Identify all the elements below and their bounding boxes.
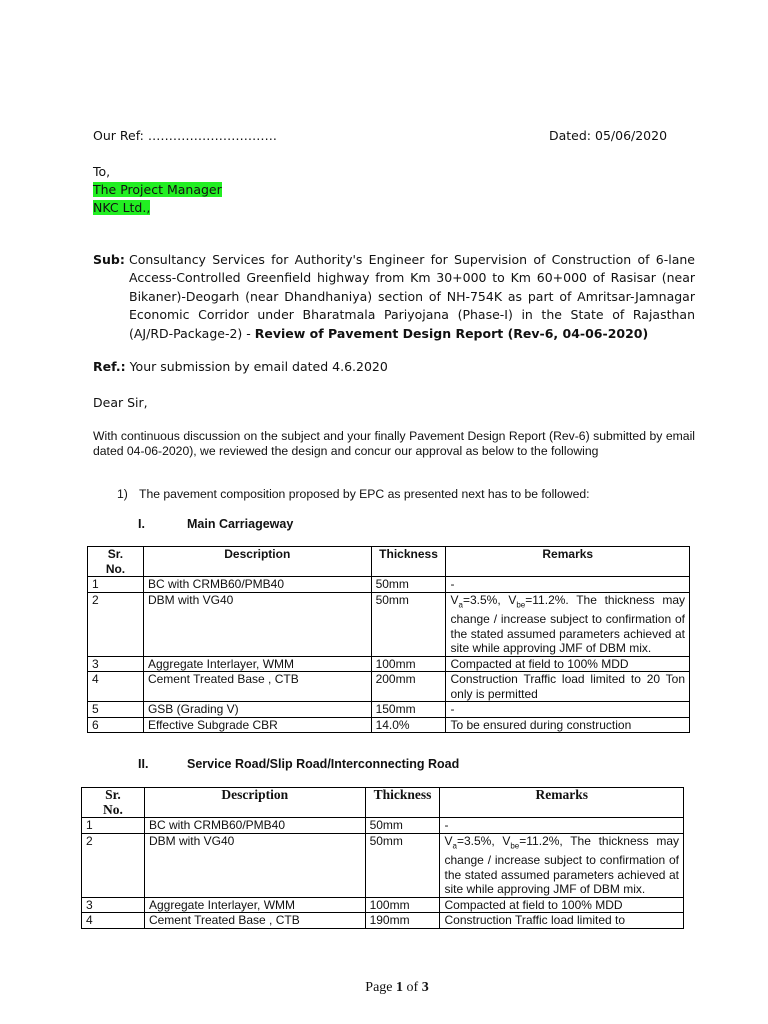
remark-dbm-text: =11.2%, The thickness may change / increase subject to confirmation of the stated assumed parameters achieved at site while approving JMF of DBM mix. (444, 833, 679, 897)
cell-thickness: 190mm (365, 913, 440, 929)
table-row (88, 592, 690, 656)
cell-thickness: 50mm (371, 577, 446, 593)
cell-sr: 3 (82, 897, 145, 913)
ref-text: Your submission by email dated 4.6.2020 (125, 359, 388, 374)
cell-description: Cement Treated Base , CTB (143, 672, 371, 702)
cell-remarks: Compacted at field to 100% MDD (446, 656, 690, 672)
addressee-block (93, 181, 222, 217)
vbe-subscript: be (516, 599, 526, 609)
cell-thickness: 150mm (371, 702, 446, 718)
addressee-company: NKC Ltd., (93, 200, 151, 215)
footer-of-label: of (403, 980, 422, 995)
va-value: =3.5%, (456, 833, 503, 848)
header-sr: Sr. No. (88, 547, 144, 577)
cell-description: BC with CRMB60/PMB40 (143, 577, 371, 593)
cell-thickness: 100mm (371, 656, 446, 672)
table-header-row (88, 547, 690, 577)
va-subscript: a (452, 840, 457, 850)
cell-description: DBM with VG40 (144, 833, 365, 897)
table-row (88, 656, 690, 672)
cell-sr: 1 (82, 818, 145, 834)
cell-sr: 2 (88, 592, 144, 656)
cell-remarks: - (440, 818, 684, 834)
vbe-symbol: V (502, 833, 511, 848)
table-row (82, 897, 684, 913)
cell-description: GSB (Grading V) (143, 702, 371, 718)
date: Dated: 05/06/2020 (549, 128, 668, 143)
header-remarks: Remarks (446, 547, 690, 577)
header-description: Description (144, 788, 365, 818)
cell-remarks: Compacted at field to 100% MDD (440, 897, 684, 913)
table-row (82, 833, 684, 897)
cell-description: Cement Treated Base , CTB (144, 913, 365, 929)
cell-remarks (446, 592, 690, 656)
vbe-symbol: V (508, 592, 517, 607)
cell-remarks: - (446, 577, 690, 593)
table-row (82, 818, 684, 834)
cell-sr: 2 (82, 833, 145, 897)
cell-remarks (440, 833, 684, 897)
cell-remarks: Construction Traffic load limited to (440, 913, 684, 929)
section-2-number: II. (138, 757, 149, 771)
table-row (82, 913, 684, 929)
cell-thickness: 100mm (365, 897, 440, 913)
our-ref: Our Ref: …………………………. (93, 128, 277, 143)
cell-sr: 1 (88, 577, 144, 593)
cell-remarks: - (446, 702, 690, 718)
cell-thickness: 200mm (371, 672, 446, 702)
cell-description: BC with CRMB60/PMB40 (144, 818, 365, 834)
cell-thickness: 14.0% (371, 717, 446, 733)
cell-sr: 6 (88, 717, 144, 733)
main-carriageway-table (87, 546, 690, 733)
footer-page-number: 1 (396, 980, 404, 995)
cell-thickness: 50mm (365, 818, 440, 834)
point-1-text: The pavement composition proposed by EPC as presented next has to be followed: (139, 487, 590, 501)
header-thickness: Thickness (365, 788, 440, 818)
ref-line (93, 358, 388, 376)
cell-thickness: 50mm (365, 833, 440, 897)
cell-sr: 5 (88, 702, 144, 718)
va-subscript: a (458, 599, 463, 609)
cell-sr: 4 (88, 672, 144, 702)
section-2-title: Service Road/Slip Road/Interconnecting Road (187, 757, 460, 771)
va-symbol: V (450, 592, 459, 607)
cell-description: DBM with VG40 (143, 592, 371, 656)
section-1-title: Main Carriageway (187, 517, 294, 531)
cell-sr: 3 (88, 656, 144, 672)
page-footer (0, 980, 768, 996)
footer-total-pages: 3 (421, 980, 429, 995)
footer-page-label: Page (365, 980, 397, 995)
point-1-number: 1) (117, 487, 128, 501)
cell-description: Effective Subgrade CBR (143, 717, 371, 733)
subject-body: Consultancy Services for Authority's Engineer for Supervision of Construction of 6-lane Access-Controlled Greenfield highway from Km 30+000 to Km 60+000 of Rasisar (near Bikaner)-Deogarh (near Dhandhaniya) section of NH-754K as part of Amritsar-Jamnagar Economic Corridor under Bharatmala Pariyojana (Phase-I) in the State of Rajasthan (AJ/RD-Package-2) - (129, 252, 695, 341)
table-header-row (82, 788, 684, 818)
va-value: =3.5%, (462, 592, 509, 607)
subject-bold: Review of Pavement Design Report (Rev-6, 04-06-2020) (254, 325, 649, 341)
header-description: Description (143, 547, 371, 577)
service-road-table (81, 787, 684, 929)
table-row (88, 717, 690, 733)
table-row (88, 702, 690, 718)
section-1-number: I. (138, 517, 145, 531)
va-symbol: V (444, 833, 453, 848)
body-paragraph: With continuous discussion on the subject and your finally Pavement Design Report (Rev-6) submitted by email dated 04-06-2020), we reviewed the design and concur our approval as below to the following (93, 429, 695, 458)
vbe-subscript: be (510, 840, 520, 850)
cell-remarks: Construction Traffic load limited to 20 Ton only is permitted (446, 672, 690, 702)
address-to: To, (93, 164, 111, 179)
salutation: Dear Sir, (93, 395, 148, 410)
cell-remarks: To be ensured during construction (446, 717, 690, 733)
table-row (88, 577, 690, 593)
table-row (88, 672, 690, 702)
cell-sr: 4 (82, 913, 145, 929)
header-remarks: Remarks (440, 788, 684, 818)
cell-thickness: 50mm (371, 592, 446, 656)
subject-text (129, 251, 695, 343)
remark-dbm-text: =11.2%. The thickness may change / increase subject to confirmation of the stated assumed parameters achieved at site while approving JMF of DBM mix. (450, 592, 685, 656)
addressee-name: The Project Manager (93, 182, 222, 197)
ref-label: Ref.: (93, 359, 126, 374)
cell-description: Aggregate Interlayer, WMM (144, 897, 365, 913)
subject-label: Sub: (93, 252, 125, 267)
cell-description: Aggregate Interlayer, WMM (143, 656, 371, 672)
header-thickness: Thickness (371, 547, 446, 577)
header-sr: Sr. No. (82, 788, 145, 818)
